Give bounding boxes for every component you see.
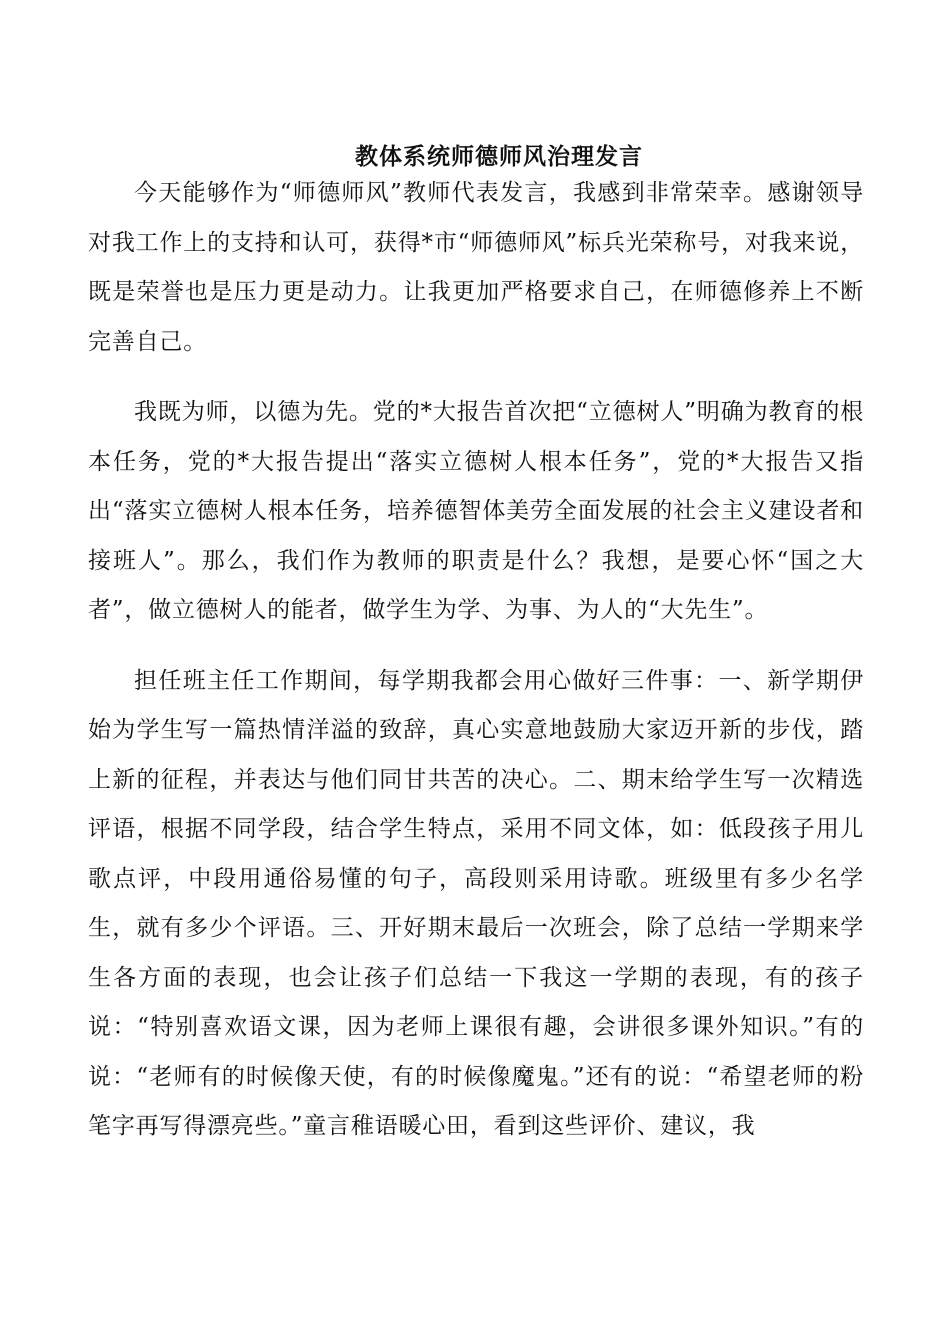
paragraph-1: 今天能够作为“师德师风”教师代表发言，我感到非常荣幸。感谢领导对我工作上的支持和认可，获得*市“师德师风”标兵光荣称号，对我来说，既是荣誉也是压力更是动力。让我更加严格要求自己，在师德修养上不断完善自己。 [88,180,864,355]
document-body [88,169,864,1173]
paragraph-2: 我既为师，以德为先。党的*大报告首次把“立德树人”明确为教育的根本任务，党的*大报告提出“落实立德树人根本任务”，党的*大报告又指出“落实立德树人根本任务，培养德智体美劳全面发展的社会主义建设者和接班人”。那么，我们作为教师的职责是什么？我想，是要心怀“国之大者”，做立德树人的能者，做学生为学、为事、为人的“大先生”。 [88,399,864,623]
paragraph-3: 担任班主任工作期间，每学期我都会用心做好三件事：一、新学期伊始为学生写一篇热情洋溢的致辞，真心实意地鼓励大家迈开新的步伐，踏上新的征程，并表达与他们同甘共苦的决心。二、期末给学生写一次精选评语，根据不同学段，结合学生特点，采用不同文体，如：低段孩子用儿歌点评，中段用通俗易懂的句子，高段则采用诗歌。班级里有多少名学生，就有多少个评语。三、开好期末最后一次班会，除了总结一学期来学生各方面的表现，也会让孩子们总结一下我这一学期的表现，有的孩子说：“特别喜欢语文课，因为老师上课很有趣，会讲很多课外知识。”有的说：“老师有的时候像天使，有的时候像魔鬼。”还有的说：“希望老师的粉笔字再写得漂亮些。”童言稚语暖心田，看到这些评价、建议，我 [88,667,864,1139]
document-title: 教体系统师德师风治理发言 [355,143,643,170]
